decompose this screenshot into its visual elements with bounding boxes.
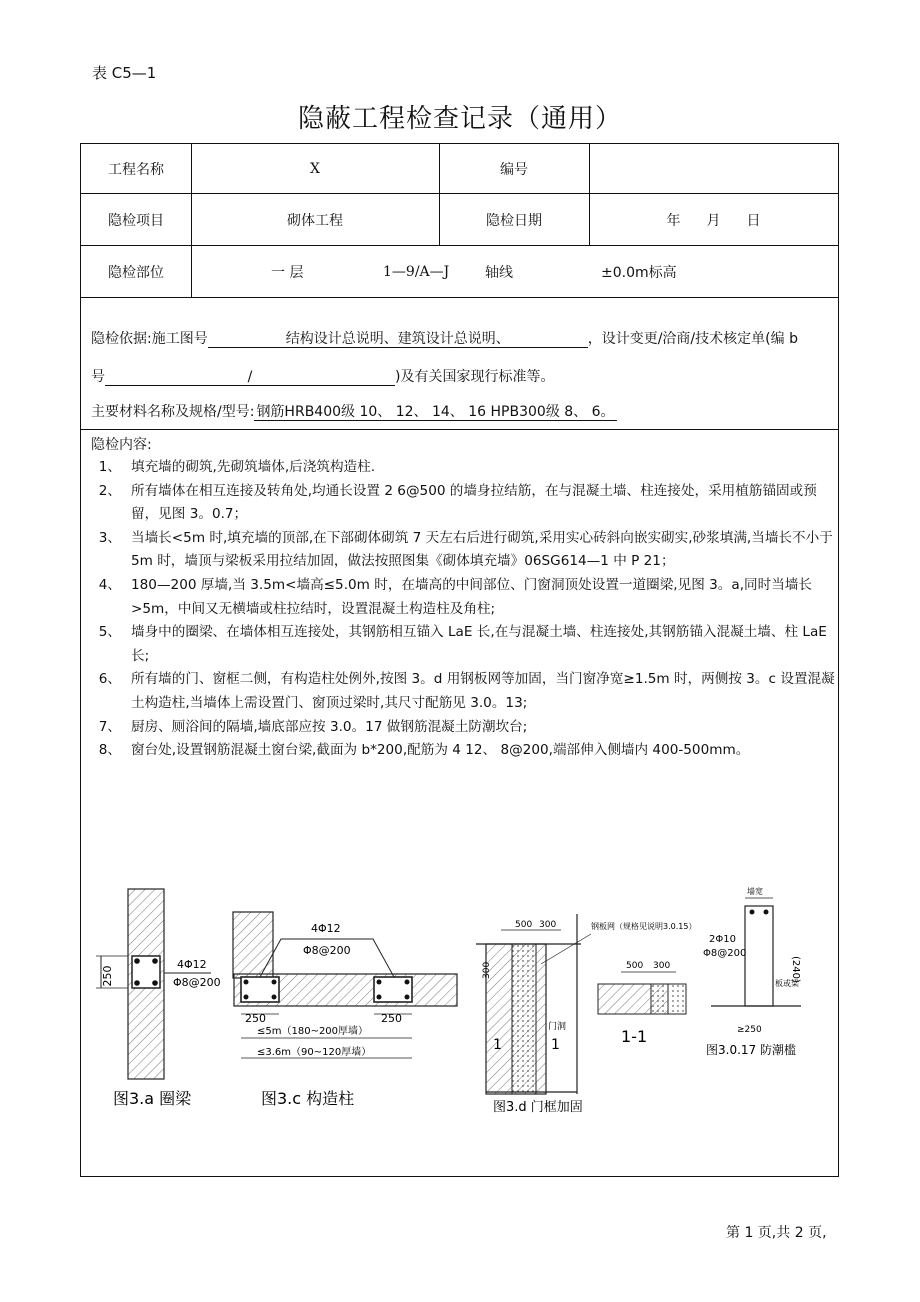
- date-year: 年: [666, 212, 681, 229]
- fig-d-sec-mark: 1: [493, 1037, 502, 1053]
- list-item: 4、 180—200 厚墙,当 3.5m<墙高≤5.0m 时，在墙高的中间部位、门窗洞顶处设置一道圈梁,见图 3。a,同时当墙长>5m，中间又无横墙或柱拉结时，设置混凝土构造柱及角柱;: [98, 576, 812, 617]
- list-item: 6、 所有墙的门、窗框二侧，有构造柱处例外,按图 3。d 用钢板网等加固，当门窗净宽≥1.5m 时，两侧按 3。c 设置混凝土构造柱,当墙体上需设置门、窗顶过梁时,其尺寸配筋见 3.0。13;: [98, 671, 835, 711]
- change-order-number: /: [105, 369, 395, 386]
- materials-line: [91, 401, 617, 421]
- materials-label: 主要材料名称及规格/型号:: [91, 404, 255, 420]
- basis-line2-suffix: )及有关国家现行标准等。: [395, 369, 555, 385]
- fig-a-rebar: 4Φ12: [177, 958, 207, 971]
- location-elevation: ±0.0m标高: [601, 264, 677, 281]
- materials-value: 钢筋HRB400级 10、 12、 14、 16 HPB300级 8、 6。: [256, 404, 615, 420]
- fig-17-height: (240): [790, 956, 801, 983]
- number-label: 编号: [500, 161, 528, 178]
- location-label: 隐检部位: [108, 264, 164, 281]
- date-day: 日: [746, 212, 761, 229]
- fig-d-dim3: 300: [482, 961, 492, 979]
- date-month: 月: [706, 212, 721, 229]
- project-name-label: 工程名称: [108, 161, 164, 178]
- list-item: 2、 所有墙体在相互连接及转角处,均通长设置 2 6@500 的墙身拉结筋，在与混凝土墙、柱连接处，采用植筋锚固或预留，见图 3。0.7；: [98, 482, 817, 523]
- fig-a-dim: 250: [101, 965, 114, 987]
- fig-a-caption: 图3.a 圈梁: [113, 1089, 192, 1108]
- basis-line-2: [91, 366, 554, 386]
- fig-17-slab: 板或梁: [775, 979, 799, 988]
- list-item: 8、 窗台处,设置钢筋混凝土窗台梁,截面为 b*200,配筋为 4 12、 8@200,端部伸入侧墙内 400-500mm。: [98, 742, 750, 759]
- figure-ring-beam: [96, 889, 221, 1108]
- item-value: 砌体工程: [287, 212, 343, 229]
- form-code: 表 C5—1: [92, 64, 157, 82]
- fig-d-dim2: 300: [539, 920, 557, 930]
- content-heading: 隐检内容:: [91, 437, 152, 453]
- location-axis-label: 轴线: [485, 264, 513, 281]
- basis-prefix: 隐检依据:施工图号: [91, 331, 208, 347]
- date-label: 隐检日期: [486, 212, 542, 229]
- basis-section: [81, 298, 838, 430]
- location-floor: 一 层: [271, 264, 304, 281]
- basis-line2-prefix: 号: [91, 369, 105, 385]
- list-item: 3、 当墙长<5m 时,填充墙的顶部,在下部砌体砌筑 7 天左右后进行砌筑,采用实心砖斜向嵌实砌实,砂浆填满,当墙长不小于 5m 时，墙顶与梁板采用拉结加固，做法按照图集《砌体填充墙》06SG614—1 中 P 21；: [98, 529, 833, 570]
- location-axis: 1—9/A—J: [383, 263, 450, 280]
- fig-d-sec-mark-2: 1: [551, 1037, 560, 1053]
- date-value: [589, 194, 838, 245]
- figure-door-frame: [476, 914, 696, 1114]
- fig-d-sec-title: 1-1: [621, 1027, 648, 1046]
- list-item: 1、 填充墙的砌筑,先砌筑墙体,后浇筑构造柱.: [98, 459, 376, 475]
- basis-suffix: ，设计变更/洽商/技术核定单(编 b: [587, 331, 798, 347]
- project-name-value: X: [310, 160, 320, 177]
- page-footer: 第 1 页,共 2 页,: [726, 1225, 827, 1241]
- row-project: [81, 144, 838, 194]
- fig-c-dim1: 250: [245, 1012, 266, 1025]
- fig-d-sec-dim2: 300: [653, 961, 671, 971]
- list-item: 5、 墙身中的圈梁、在墙体相互连接处，其钢筋相互锚入 LaE 长,在与混凝土墙、柱连接处,其钢筋锚入混凝土墙、柱 LaE 长;: [98, 624, 827, 664]
- fig-c-stirrup: Φ8@200: [303, 944, 351, 957]
- fig-d-door: 门洞: [548, 1022, 567, 1032]
- fig-17-min: ≥250: [737, 1025, 762, 1035]
- item-label: 隐检项目: [108, 212, 164, 229]
- fig-c-note1: ≤5m（180~200厚墙）: [257, 1026, 369, 1037]
- fig-17-caption: 图3.0.17 防潮槛: [706, 1043, 796, 1057]
- detail-drawings: [81, 864, 838, 1114]
- fig-a-stirrup: Φ8@200: [173, 976, 221, 989]
- fig-c-dim2: 250: [381, 1012, 402, 1025]
- list-item: 7、 厨房、厕浴间的隔墙,墙底部应按 3.0。17 做钢筋混凝土防潮坎台;: [98, 718, 528, 735]
- fig-c-note2: ≤3.6m（90~120厚墙）: [257, 1047, 372, 1058]
- fig-d-dim1: 500: [515, 920, 533, 930]
- fig-c-rebar: 4Φ12: [311, 922, 341, 935]
- basis-line-1: [91, 328, 798, 348]
- page-title: 隐蔽工程检查记录（通用）: [297, 104, 622, 134]
- number-value: [589, 144, 838, 193]
- fig-d-caption: 图3.d 门框加固: [493, 1100, 583, 1114]
- figure-damp-sill: [703, 886, 801, 1057]
- fig-17-stirrup: Φ8@200: [703, 948, 747, 959]
- record-table: [80, 143, 839, 1177]
- drawing-number: 结构设计总说明、建筑设计总说明、: [208, 331, 588, 348]
- fig-17-rebar: 2Φ10: [709, 934, 736, 945]
- fig-c-caption: 图3.c 构造柱: [261, 1089, 355, 1108]
- row-item: [81, 194, 838, 246]
- fig-d-mesh-note: 钢板网（规格见说明3.0.15）: [591, 922, 697, 931]
- row-location: [81, 246, 838, 298]
- fig-d-sec-dim1: 500: [626, 961, 644, 971]
- fig-17-wall: 墙宽: [747, 887, 763, 896]
- figure-construction-column: [233, 912, 457, 1108]
- content-list: [91, 456, 836, 763]
